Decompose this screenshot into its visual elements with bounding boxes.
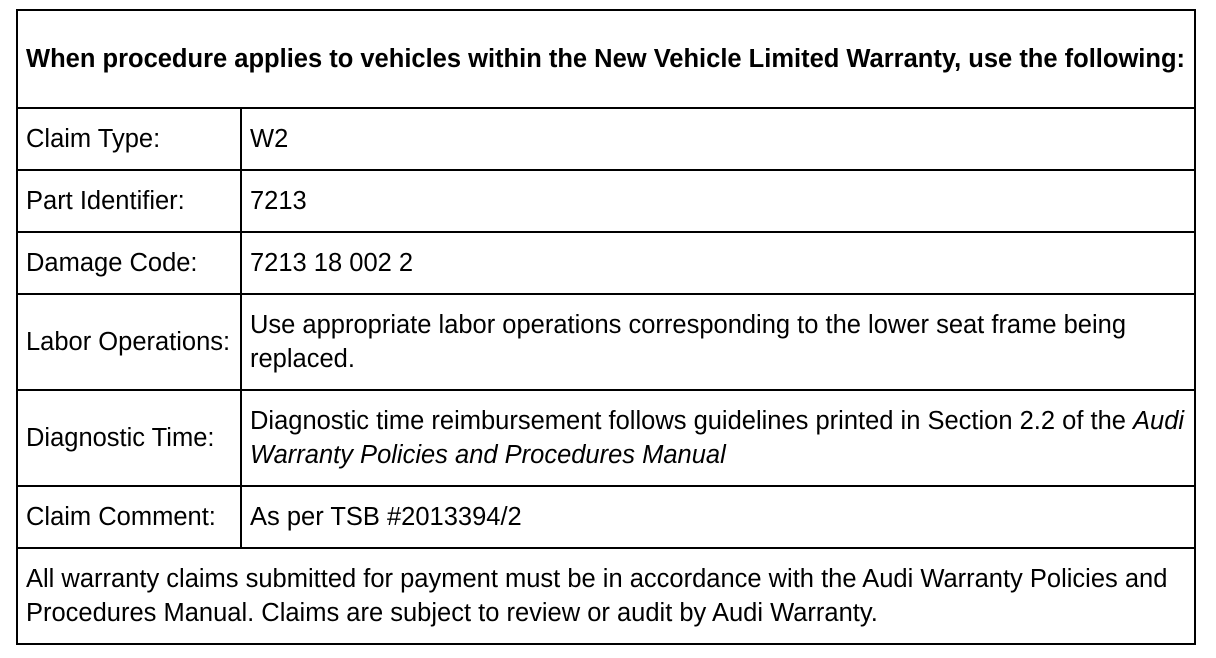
table-footer-row [17, 548, 1195, 644]
diagnostic-time-value [241, 390, 1195, 486]
labor-operations-value: Use appropriate labor operations corresponding to the lower seat frame being replaced. [241, 294, 1195, 390]
part-identifier-label: Part Identifier: [17, 170, 241, 232]
diagnostic-time-label: Diagnostic Time: [17, 390, 241, 486]
footer-text: All warranty claims submitted for payment must be in accordance with the Audi Warranty Policies and Procedures Manual. Claims are subject to review or audit by Audi Warranty. [26, 565, 1168, 627]
damage-code-value: 7213 18 002 2 [241, 232, 1195, 294]
labor-operations-label: Labor Operations: [17, 294, 241, 390]
table-header-row [17, 10, 1195, 108]
table-row-part-identifier [17, 170, 1195, 232]
table-row-claim-type [17, 108, 1195, 170]
claim-comment-value: As per TSB #2013394/2 [241, 486, 1195, 548]
part-identifier-value: 7213 [241, 170, 1195, 232]
claim-comment-label: Claim Comment: [17, 486, 241, 548]
damage-code-label: Damage Code: [17, 232, 241, 294]
claim-type-label: Claim Type: [17, 108, 241, 170]
table-header [17, 10, 1195, 108]
warranty-manual-title: Audi Warranty Policies and Procedures Manual [250, 407, 1185, 469]
table-header-text: When procedure applies to vehicles within the New Vehicle Limited Warranty, use the following: [26, 45, 1186, 73]
warranty-claim-table [16, 9, 1196, 645]
table-row-damage-code [17, 232, 1195, 294]
table-row-labor-operations [17, 294, 1195, 390]
table-row-diagnostic-time [17, 390, 1195, 486]
table-footer [17, 548, 1195, 644]
table-row-claim-comment [17, 486, 1195, 548]
diagnostic-time-text: Diagnostic time reimbursement follows guidelines printed in Section 2.2 of the [250, 407, 1134, 435]
claim-type-value: W2 [241, 108, 1195, 170]
